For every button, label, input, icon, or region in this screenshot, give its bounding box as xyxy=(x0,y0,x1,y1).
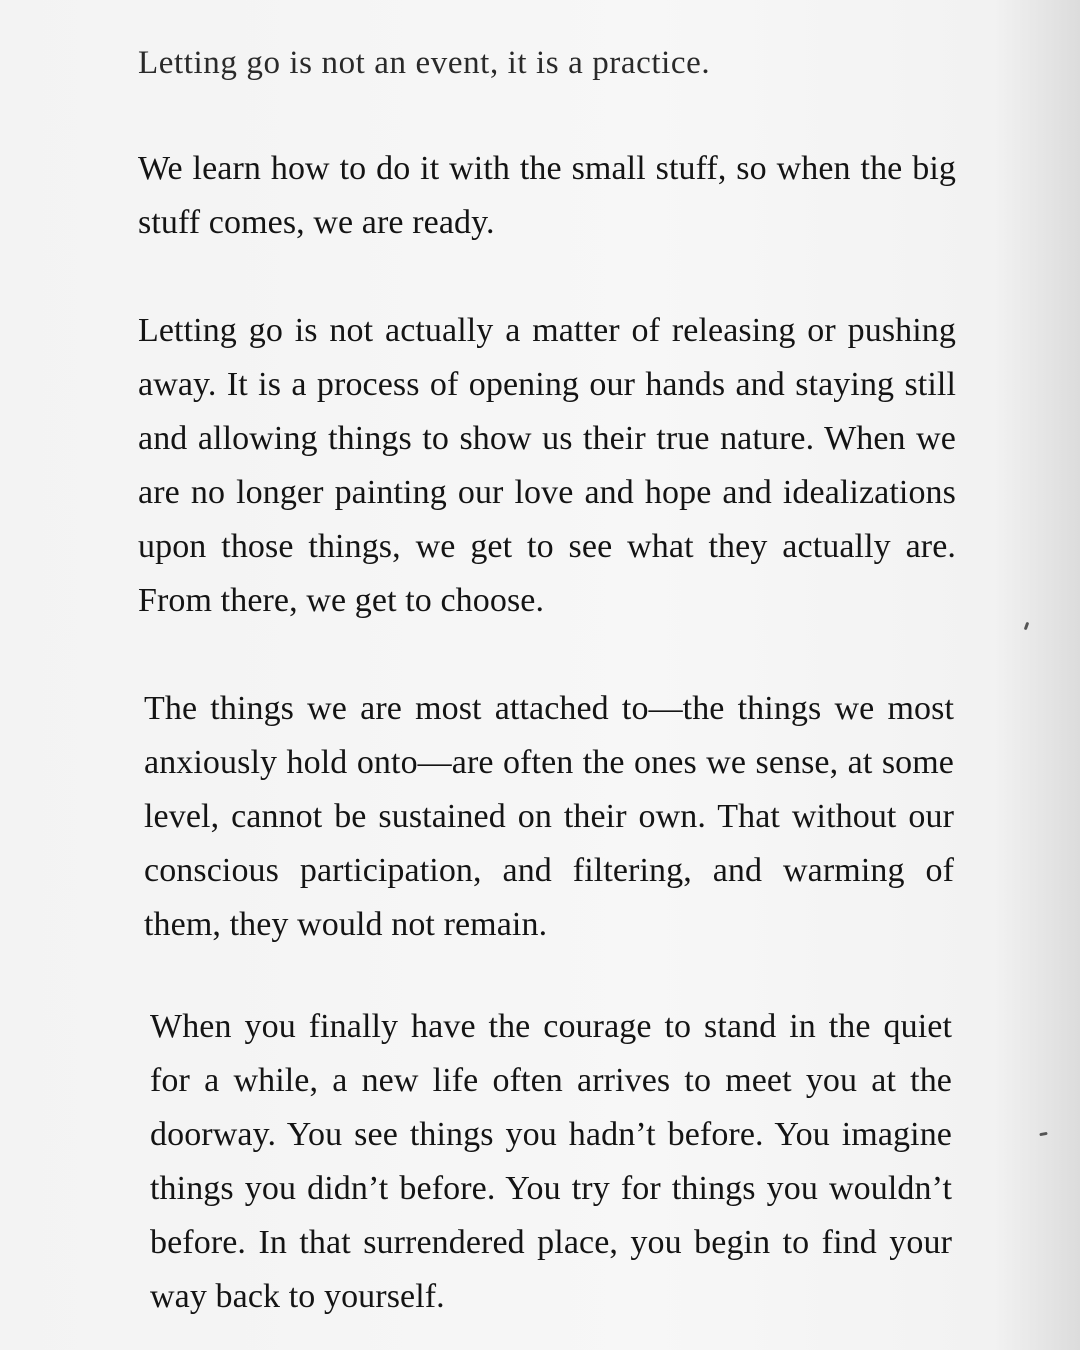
paragraph-5: When you finally have the courage to stand in the quiet for a while, a new life often arrives to meet you at the doorway. You see things you hadn’t before. You imagine things you didn’t before. You try for things you wouldn’t before. In that surrendered place, you begin to find your way back to yourself. xyxy=(150,1008,952,1315)
paper-speck xyxy=(1024,622,1030,631)
paragraph-2: We learn how to do it with the small stuff, so when the big stuff comes, we are ready. xyxy=(138,150,956,241)
paper-speck xyxy=(1039,1132,1047,1136)
paragraph-4: The things we are most attached to—the things we most anxiously hold onto—are often the ones we sense, at some level, cannot be sustained on their own. That without our conscious participation, and filtering, and warming of them, they would not remain. xyxy=(144,690,954,943)
paragraph-1: Letting go is not an event, it is a practice. xyxy=(138,45,711,81)
paragraph-3: Letting go is not actually a matter of releasing or pushing away. It is a process of opening our hands and staying still and allowing things to show us their true nature. When we are no longer painting our love and hope and idealizations upon those things, we get to see what they actually are. From there, we get to choose. xyxy=(138,312,956,619)
